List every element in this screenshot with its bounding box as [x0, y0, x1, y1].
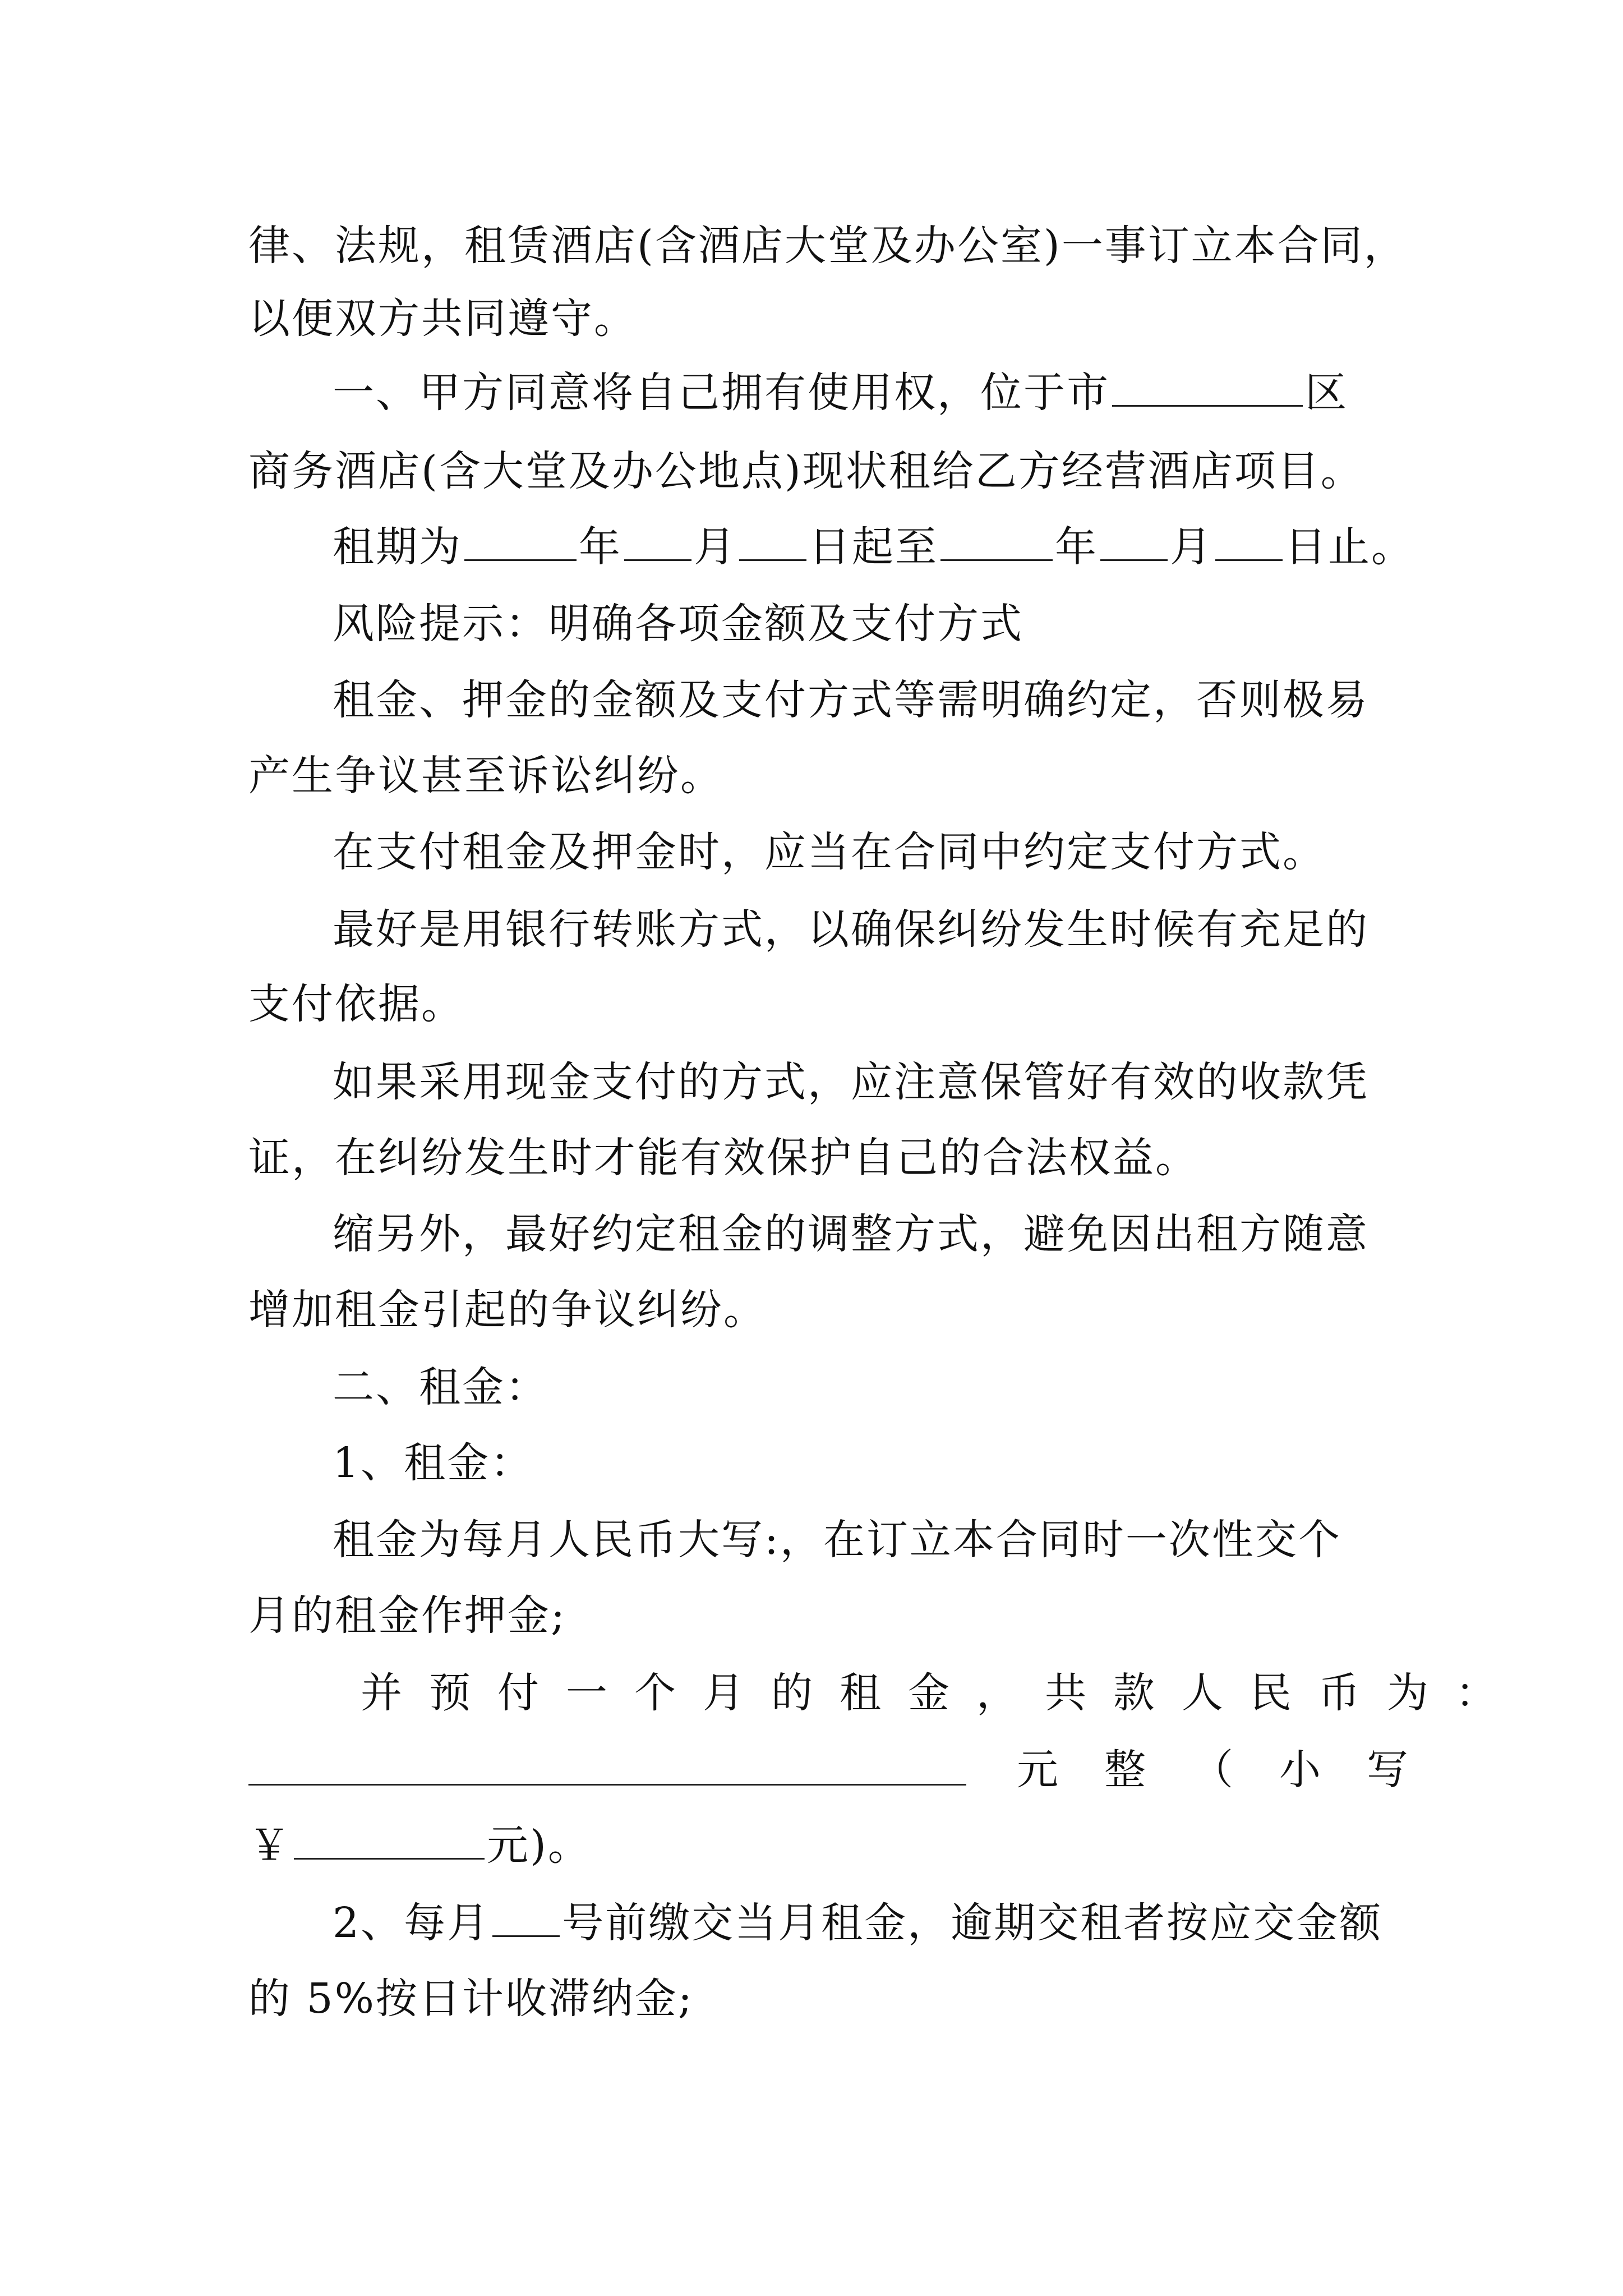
text: 年	[579, 523, 622, 571]
text: 以便双方共同遵守。	[248, 295, 637, 343]
text: 缩另外，最好约定租金的调整方式，避免因出租方随意	[333, 1210, 1369, 1258]
clause-one-line	[333, 367, 1348, 418]
text: 月的租金作押金;	[248, 1591, 566, 1640]
paragraph-line	[248, 1285, 767, 1335]
paragraph-line	[248, 1820, 591, 1871]
text: 在支付租金及押金时，应当在合同中约定支付方式。	[333, 828, 1326, 876]
paragraph-line	[333, 1209, 1369, 1259]
text: 如果采用现金支付的方式，应注意保管好有效的收款凭	[333, 1058, 1369, 1106]
text: 月	[1170, 523, 1213, 571]
text: 区	[1305, 369, 1348, 417]
fill-blank[interactable]	[739, 523, 806, 561]
paragraph-line	[333, 675, 1369, 725]
paragraph-line	[248, 220, 1407, 271]
paragraph-line	[333, 827, 1326, 877]
sub-heading	[333, 1438, 533, 1488]
text: 支付依据。	[248, 980, 464, 1028]
section-heading	[333, 1362, 548, 1412]
fill-blank[interactable]	[1112, 369, 1303, 407]
text: 租期为	[333, 523, 462, 571]
text: 租金、押金的金额及支付方式等需明确约定，否则极易	[333, 676, 1369, 724]
paragraph-line	[248, 446, 1364, 496]
text: 并预付一个月的租金，共款人民币为：	[361, 1669, 1524, 1717]
text: 年	[1055, 523, 1098, 571]
text: 的 5%按日计收滞纳金;	[248, 1975, 694, 2023]
amount-blank[interactable]	[248, 1784, 966, 1786]
text: 号前缴交当月租金，逾期交租者按应交金额	[562, 1899, 1383, 1947]
paragraph-line	[248, 751, 723, 801]
risk-heading	[333, 599, 1023, 649]
text: 元)。	[487, 1821, 591, 1870]
text: 月	[694, 523, 737, 571]
text: 风险提示：明确各项金额及支付方式	[333, 600, 1023, 648]
fill-blank[interactable]	[464, 523, 577, 561]
paragraph-line	[248, 1590, 566, 1641]
paragraph-line	[333, 1057, 1369, 1107]
lease-term-line	[333, 522, 1414, 572]
paragraph-line	[248, 1973, 694, 2024]
fill-blank[interactable]	[1100, 523, 1168, 561]
paragraph-line	[333, 1515, 1341, 1565]
text: ￥	[248, 1821, 292, 1870]
text: 律、法规，租赁酒店(含酒店大堂及办公室)一事订立本合同，	[248, 222, 1407, 270]
text: 元整（小写	[1017, 1746, 1454, 1794]
paragraph-line	[333, 904, 1369, 955]
text: 1、租金：	[333, 1439, 534, 1487]
text: 日止。	[1285, 523, 1414, 571]
paragraph-line	[248, 979, 464, 1029]
text: 增加租金引起的争议纠纷。	[248, 1286, 767, 1334]
fill-blank[interactable]	[1215, 523, 1283, 561]
paragraph-line	[248, 1133, 1198, 1183]
text: 2、每月	[333, 1899, 491, 1947]
paragraph-line	[1017, 1745, 1454, 1795]
paragraph-line	[248, 293, 637, 344]
fill-blank[interactable]	[492, 1899, 560, 1937]
paragraph-line	[361, 1668, 1524, 1718]
text: 二、租金：	[333, 1363, 548, 1411]
text: 商务酒店(含大堂及办公地点)现状租给乙方经营酒店项目。	[248, 447, 1364, 495]
fill-blank[interactable]	[940, 523, 1053, 561]
text: 日起至	[809, 523, 938, 571]
fill-blank[interactable]	[624, 523, 691, 561]
text: 租金为每月人民币大写:，在订立本合同时一次性交个	[333, 1516, 1341, 1564]
fill-blank[interactable]	[294, 1822, 485, 1860]
paragraph-line	[333, 1898, 1382, 1948]
text: 最好是用银行转账方式，以确保纠纷发生时候有充足的	[333, 905, 1369, 954]
text: 产生争议甚至诉讼纠纷。	[248, 752, 723, 800]
text: 证，在纠纷发生时才能有效保护自己的合法权益。	[248, 1134, 1198, 1182]
text: 一、甲方同意将自己拥有使用权，位于市	[333, 369, 1110, 417]
